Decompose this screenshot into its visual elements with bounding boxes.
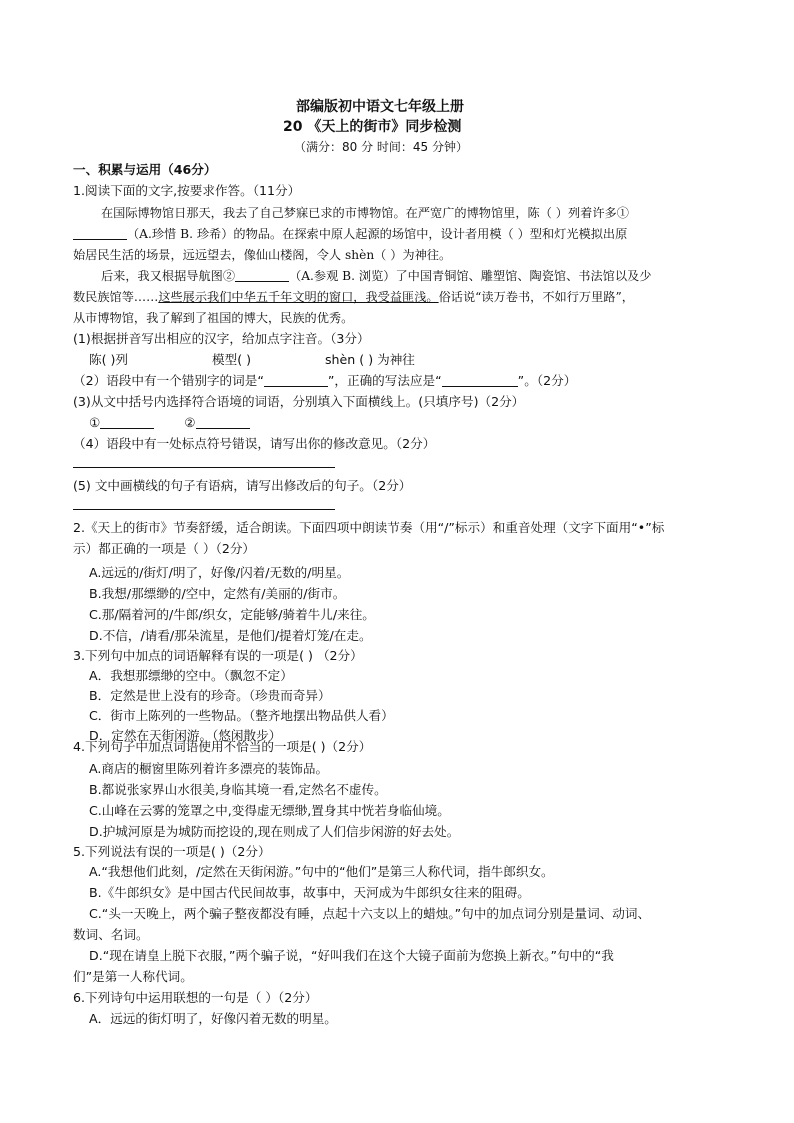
q4-option-d: D.护城河原是为城防而挖设的,现在则成了人们信步闲游的好去处。 [89, 824, 460, 839]
q5-stem: 5.下列说法有误的一项是( )（2分） [73, 844, 271, 859]
exam-title: 部编版初中语文七年级上册 [296, 99, 464, 115]
exam-subtitle: 20 《天上的街市》同步检测 [283, 119, 462, 135]
q4-stem: 4.下列句子中加点词语使用不恰当的一项是( )（2分） [73, 739, 372, 754]
q1-passage-line: 从市博物馆，我了解到了祖国的博大，民族的优秀。 [73, 311, 354, 325]
q1-sub1-item: 陈( )列 [89, 352, 129, 367]
answer-line[interactable] [73, 467, 335, 468]
q5-option-b: B.《牛郎织女》是中国古代民间故事，故事中，天河成为牛郎织女往来的阻碍。 [89, 885, 530, 900]
answer-blank[interactable] [100, 414, 154, 429]
q1-sub4: （4）语段中有一处标点符号错误，请写出你的修改意见。（2分） [73, 436, 436, 451]
q5-option-c: C.“头一天晚上，两个骗子整夜都没有睡，点起十六支以上的蜡烛。”句中的加点词分别是量词、动词、 [89, 906, 651, 921]
answer-line[interactable] [73, 509, 335, 510]
answer-blank[interactable] [73, 225, 127, 240]
q6-option-a: A．远远的街灯明了，好像闪着无数的明星。 [89, 1011, 337, 1026]
q1-passage-line: 后来，我又根据导航图② （A.参观 B. 浏览）了中国青铜馆、雕塑馆、陶瓷馆、书法馆以及少 [101, 269, 652, 283]
section-heading: 一、积累与运用（46分） [73, 162, 217, 177]
answer-blank[interactable] [264, 372, 328, 387]
q2-option-a: A.远远的/街灯/明了，好像/闪着/无数的/明星。 [89, 565, 350, 580]
q2-option-b: B.我想/那缥缈的/空中，定然有/美丽的/街市。 [89, 586, 346, 601]
underlined-sentence: 这些展示我们中华五千年文明的窗口，我受益匪浅。 [158, 290, 439, 304]
q3-option-b: B．定然是世上没有的珍奇。（珍贵而奇异） [89, 688, 331, 703]
q5-option-d-cont: 们”是第一人称代词。 [73, 969, 193, 984]
q5-option-c-cont: 数词、名词。 [73, 927, 149, 942]
q3-stem: 3.下列句中加点的词语解释有误的一项是( ) （2分） [73, 648, 363, 663]
q2-stem: 2.《天上的街市》节奏舒缓，适合朗读。下面四项中朗读节奏（用“/”标示）和重音处理（文字下面用“•”标 [73, 520, 665, 535]
q2-option-d: D.不信，/请看/那朵流星，是他们/提着灯笼/在走。 [89, 628, 372, 643]
q3-option-a: A．我想那缥缈的空中。（飘忽不定） [89, 668, 293, 683]
answer-blank[interactable] [196, 414, 250, 429]
q1-sub5: (5) 文中画横线的句子有语病，请写出修改后的句子。（2分） [73, 478, 412, 493]
q1-sub3: (3)从文中括号内选择符合语境的词语，分别填入下面横线上。(只填序号)（2分） [73, 394, 525, 409]
exam-meta: （满分：80 分 时间：45 分钟） [294, 140, 468, 154]
q1-passage-line: 始居民生活的场景，远远望去，像仙山楼阁，令人 shèn（ ）为神往。 [73, 248, 452, 262]
q2-option-c: C.那/隔着河的/牛郎/织女，定能够/骑着牛儿/来往。 [89, 607, 375, 622]
q3-option-c: C．街市上陈列的一些物品。（整齐地摆出物品供人看） [89, 708, 394, 723]
answer-blank[interactable] [235, 267, 289, 282]
q2-stem: 示）都正确的一项是（ ）（2分） [73, 541, 256, 556]
q1-sub2: （2）语段中有一个错别字的词是“ ”，正确的写法应是“ ”。（2分） [73, 373, 577, 388]
q3-option-d: D．定然在天街闲游。（悠闲散步） [89, 728, 282, 743]
q1-passage-line: 数民族馆等……这些展示我们中华五千年文明的窗口，我受益匪浅。俗话说“读万卷书，不如行万里路”， [73, 290, 634, 304]
q1-sub1-item: 模型( ) [212, 352, 252, 367]
q1-passage-line: （A.珍惜 B. 珍希）的物品。在探索中原人起源的场馆中，设计者用模（ ）型和灯光模拟出原 [73, 224, 627, 244]
q1-sub1-item: shèn ( ) 为神往 [325, 352, 415, 367]
q4-option-b: B.都说张家界山水很美,身临其境一看,定然名不虚传。 [89, 782, 387, 797]
q6-stem: 6.下列诗句中运用联想的一句是（ ）（2分） [73, 990, 318, 1005]
q1-passage-line: 在国际博物馆日那天，我去了自己梦寐已求的市博物馆。在严宽广的博物馆里，陈（ ）列着许多① [101, 206, 629, 220]
q5-option-a: A.“我想他们此刻，/定然在天街闲游。”句中的“他们”是第三人称代词，指牛郎织女。 [89, 864, 554, 879]
q4-option-a: A.商店的橱窗里陈列着许多漂亮的装饰品。 [89, 761, 329, 776]
q1-sub1: (1)根据拼音写出相应的汉字，给加点字注音。（3分） [73, 331, 370, 346]
q5-option-d: D.“现在请皇上脱下衣服，”两个骗子说，“好叫我们在这个大镜子面前为您换上新衣。”句中的“我 [89, 948, 614, 963]
q1-sub3-answers: ① ② [89, 413, 250, 433]
q4-option-c: C.山峰在云雾的笼罩之中,变得虚无缥缈,置身其中恍若身临仙境。 [89, 803, 450, 818]
q1-stem: 1.阅读下面的文字,按要求作答。（11分） [73, 183, 301, 198]
answer-blank[interactable] [442, 372, 518, 387]
